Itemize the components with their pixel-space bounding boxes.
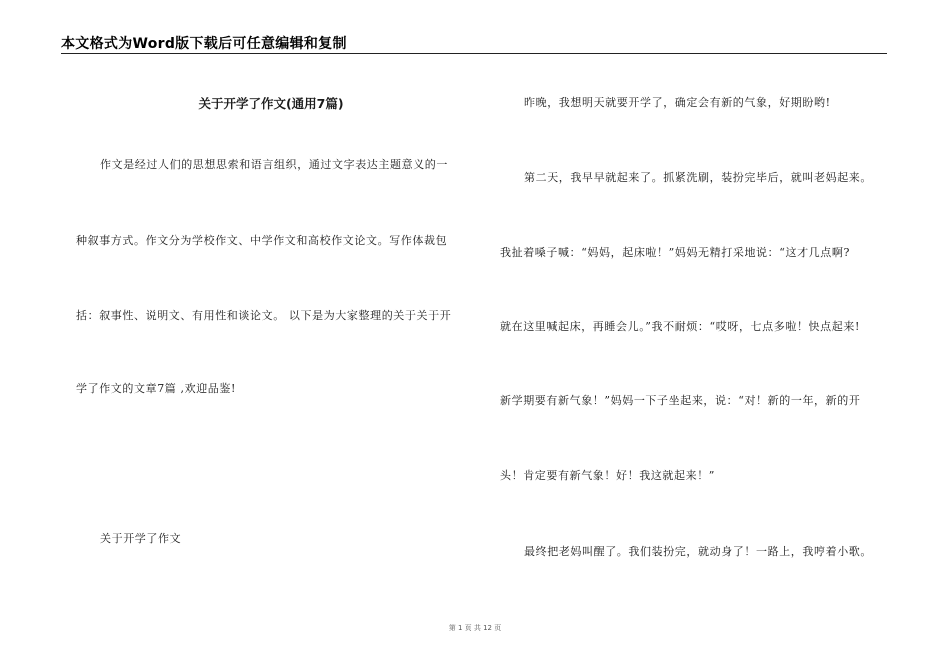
paragraph-line: 括：叙事性、说明文、有用性和谈论文。 以下是为大家整理的关于关于开 [76,309,452,322]
header-title: 本文格式为Word版下载后可任意编辑和复制 [61,36,347,52]
paragraph-line: 最终把老妈叫醒了。我们装扮完，就动身了！一路上，我哼着小歌。 [524,545,872,558]
paragraph-line: 第二天，我早早就起来了。抓紧洗刷，装扮完毕后，就叫老妈起来。 [524,171,872,184]
page-number: 第 1 页 共 12 页 [448,624,502,632]
document-title: 关于开学了作文(通用7篇) [198,96,344,111]
paragraph-line: 就在这里喊起床，再睡会儿。”我不耐烦：“哎呀，七点多啦！快点起来! [500,320,860,333]
section-heading: 关于开学了作文 [100,532,182,545]
paragraph-line: 昨晚，我想明天就要开学了，确定会有新的气象，好期盼哟! [524,96,831,109]
paragraph-line: 头！肯定要有新气象！好！我这就起来！” [500,469,716,482]
paragraph-line: 我扯着嗓子喊：“妈妈，起床啦！”妈妈无精打采地说：“这才几点啊? [500,246,850,259]
paragraph-line: 作文是经过人们的思想思索和语言组织，通过文字表达主题意义的一 [100,158,448,171]
paragraph-line: 种叙事方式。作文分为学校作文、中学作文和高校作文论文。写作体裁包 [76,234,448,247]
page-header [61,33,887,54]
paragraph-line: 新学期要有新气象！”妈妈一下子坐起来，说：“对！新的一年，新的开 [500,394,861,407]
paragraph-line: 学了作文的文章7篇 ,欢迎品鉴! [76,382,237,395]
